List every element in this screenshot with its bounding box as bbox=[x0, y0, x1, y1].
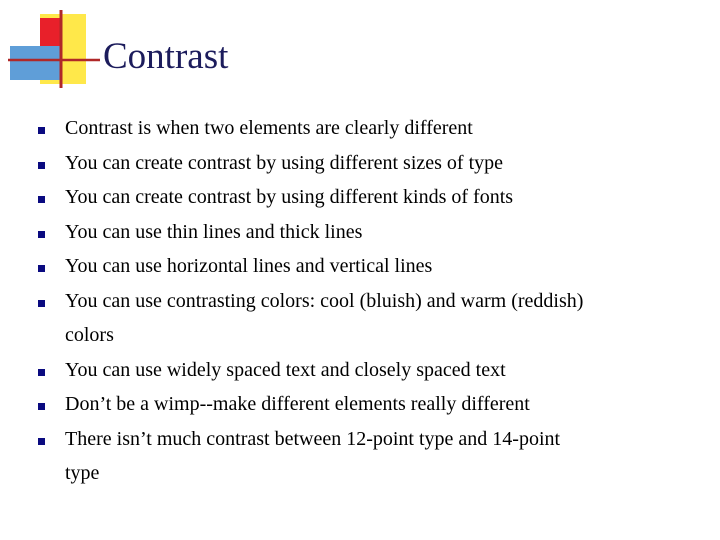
bullet-text: You can use widely spaced text and closely spaced text bbox=[65, 358, 506, 381]
bullet-text: You can use thin lines and thick lines bbox=[65, 220, 363, 243]
square-bullet-icon bbox=[38, 403, 45, 410]
square-bullet-icon bbox=[38, 369, 45, 376]
bullet-text: Contrast is when two elements are clearly different bbox=[65, 117, 473, 139]
square-bullet-icon bbox=[38, 300, 45, 307]
square-bullet-icon bbox=[38, 438, 45, 445]
bullet-text: You can create contrast by using different sizes of type bbox=[65, 151, 504, 174]
square-bullet-icon bbox=[38, 127, 45, 134]
bullet-text: You can use horizontal lines and vertical lines bbox=[65, 255, 433, 277]
square-bullet-icon bbox=[38, 265, 45, 272]
slide-title: Contrast bbox=[103, 36, 229, 77]
bullet-text: Don’t be a wimp--make different elements really different bbox=[65, 393, 530, 415]
bullet-text: There isn’t much contrast between 12-point type and 14-point bbox=[65, 427, 561, 450]
bullet-text: You can create contrast by using different kinds of fonts bbox=[65, 186, 514, 208]
square-bullet-icon bbox=[38, 162, 45, 169]
square-bullet-icon bbox=[38, 231, 45, 238]
bullet-text: colors bbox=[65, 324, 114, 346]
bullet-text: type bbox=[65, 462, 100, 484]
square-bullet-icon bbox=[38, 196, 45, 203]
bullet-text: You can use contrasting colors: cool (bluish) and warm (reddish) bbox=[65, 289, 584, 312]
